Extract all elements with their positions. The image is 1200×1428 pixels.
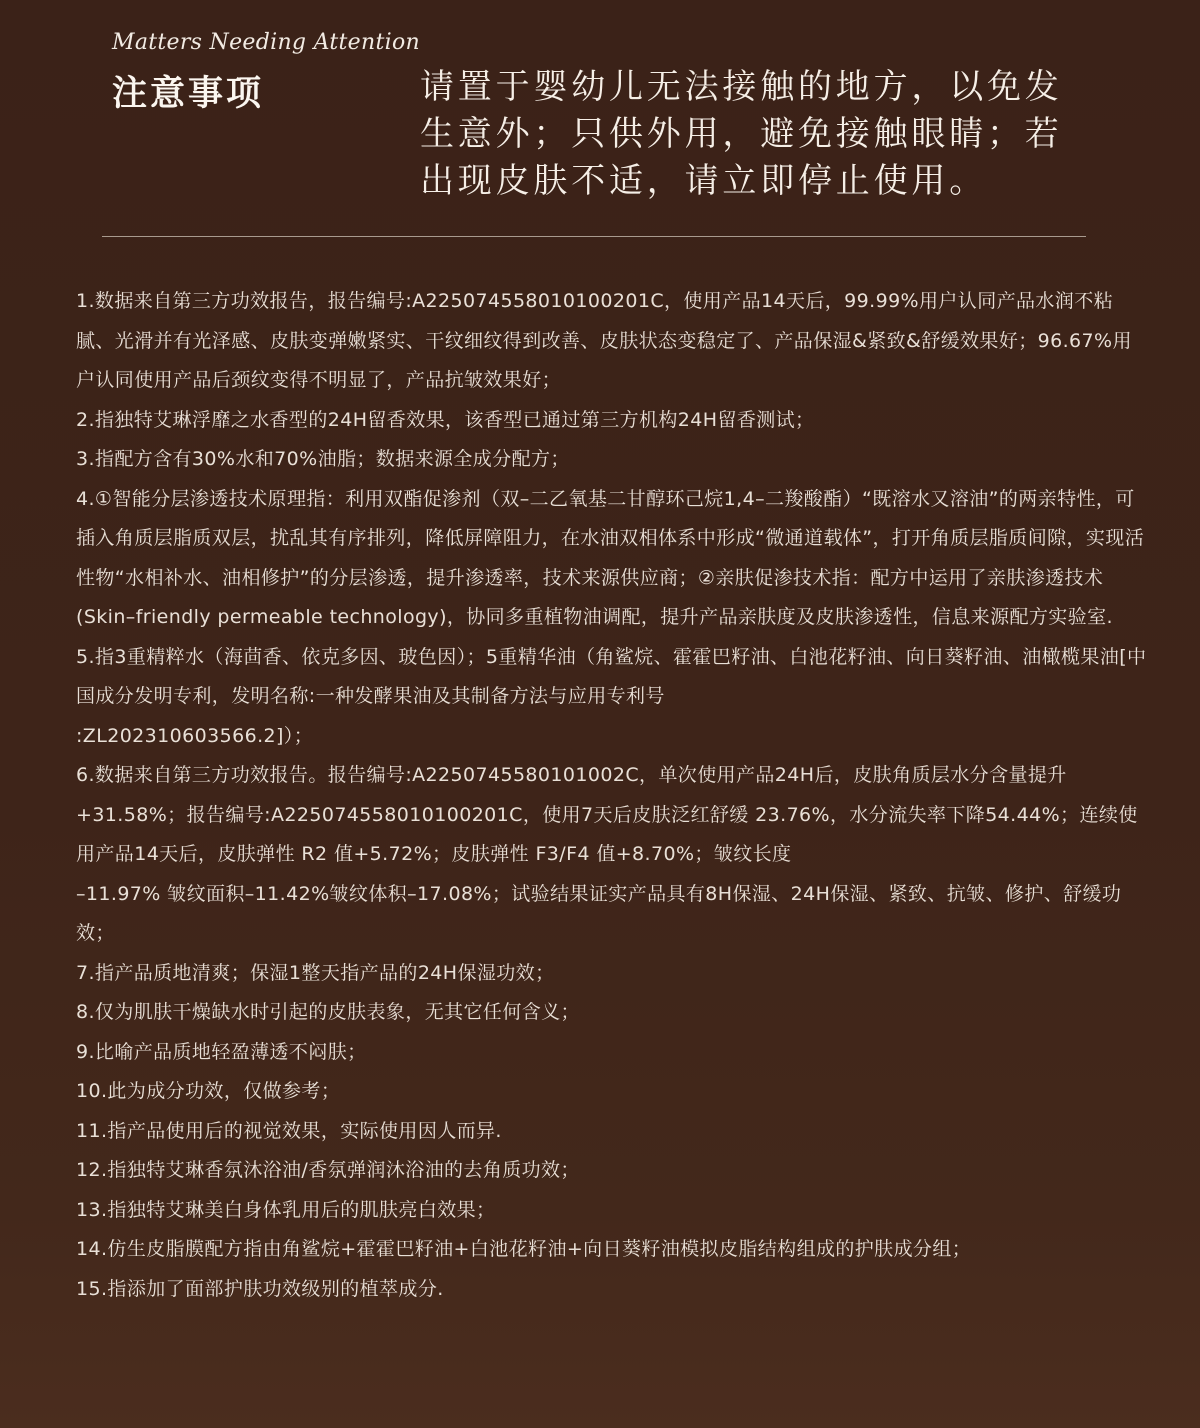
footnote-6: 6.数据来自第三方功效报告。报告编号:A2250745580101002C，单次使用产品24H后，皮肤角质层水分含量提升+31.58%；报告编号:A225074558010100201C，使用7天后皮肤泛红舒缓 23.76%，水分流失率下降54.44%；连续使用产品14天后，皮肤弹性 R2 值+5.72%；皮肤弹性 F3/F4 值+8.70%；皱纹长度 –11.97% 皱纹面积–11.42%皱纹体积–17.08%；试验结果证实产品具有8H保湿、24H保湿、紧致、抗皱、修护、舒缓功效；	[76, 764, 1138, 944]
footnote-13: 13.指独特艾琳美白身体乳用后的肌肤亮白效果；	[76, 1198, 496, 1221]
chinese-title: 注意事项	[112, 74, 265, 114]
footnote-14: 14.仿生皮脂膜配方指由角鲨烷+霍霍巴籽油+白池花籽油+向日葵籽油模拟皮脂结构组成的护肤成分组；	[76, 1238, 972, 1260]
footnote-3: 3.指配方含有30%水和70%油脂；数据来源全成分配方；	[76, 448, 570, 470]
footnote-15: 15.指添加了面部护肤功效级别的植萃成分.	[76, 1277, 444, 1300]
footnotes-list	[76, 282, 1150, 1309]
footnote-7: 7.指产品质地清爽；保湿1整天指产品的24H保湿功效；	[76, 961, 555, 984]
safety-warning: 请置于婴幼儿无法接触的地方，以免发生意外；只供外用，避免接触眼睛；若出现皮肤不适，请立即停止使用。	[420, 67, 1063, 201]
footnote-9: 9.比喻产品质地轻盈薄透不闷肤；	[76, 1040, 367, 1063]
divider	[102, 236, 1086, 237]
footnote-2: 2.指独特艾琳浮靡之水香型的24H留香效果，该香型已通过第三方机构24H留香测试；	[76, 408, 815, 431]
footnote-4: 4.①智能分层渗透技术原理指：利用双酯促渗剂（双–二乙氧基二甘醇环己烷1,4–二羧酸酯）“既溶水又溶油”的两亲特性，可插入角质层脂质双层，扰乱其有序排列，降低屏障阻力，在水油双相体系中形成“微通道载体”，打开角质层脂质间隙，实现活性物“水相补水、油相修护”的分层渗透，提升渗透率，技术来源供应商；②亲肤促渗技术指：配方中运用了亲肤渗透技术(Skin–friendly permeable technology)，协同多重植物油调配，提升产品亲肤度及皮肤渗透性，信息来源配方实验室.	[76, 487, 1145, 628]
footnote-8: 8.仅为肌肤干燥缺水时引起的皮肤表象，无其它任何含义；	[76, 1001, 580, 1023]
footnote-11: 11.指产品使用后的视觉效果，实际使用因人而异.	[76, 1119, 502, 1142]
footnote-10: 10.此为成分功效，仅做参考；	[76, 1080, 341, 1102]
english-title: Matters Needing Attention	[112, 30, 420, 55]
footnote-1: 1.数据来自第三方功效报告，报告编号:A225074558010100201C，使用产品14天后，99.99%用户认同产品水润不粘腻、光滑并有光泽感、皮肤变弹嫩紧实、干纹细纹得到改善、皮肤状态变稳定了、产品保湿&紧致&舒缓效果好；96.67%用户认同使用产品后颈纹变得不明显了，产品抗皱效果好；	[76, 290, 1132, 391]
footnote-5: 5.指3重精粹水（海茴香、依克多因、玻色因）；5重精华油（角鲨烷、霍霍巴籽油、白池花籽油、向日葵籽油、油橄榄果油[中国成分发明专利，发明名称:一种发酵果油及其制备方法与应用专利号 :ZL202310603566.2]）；	[76, 645, 1147, 747]
footnote-12: 12.指独特艾琳香氛沐浴油/香氛弹润沐浴油的去角质功效；	[76, 1159, 580, 1181]
